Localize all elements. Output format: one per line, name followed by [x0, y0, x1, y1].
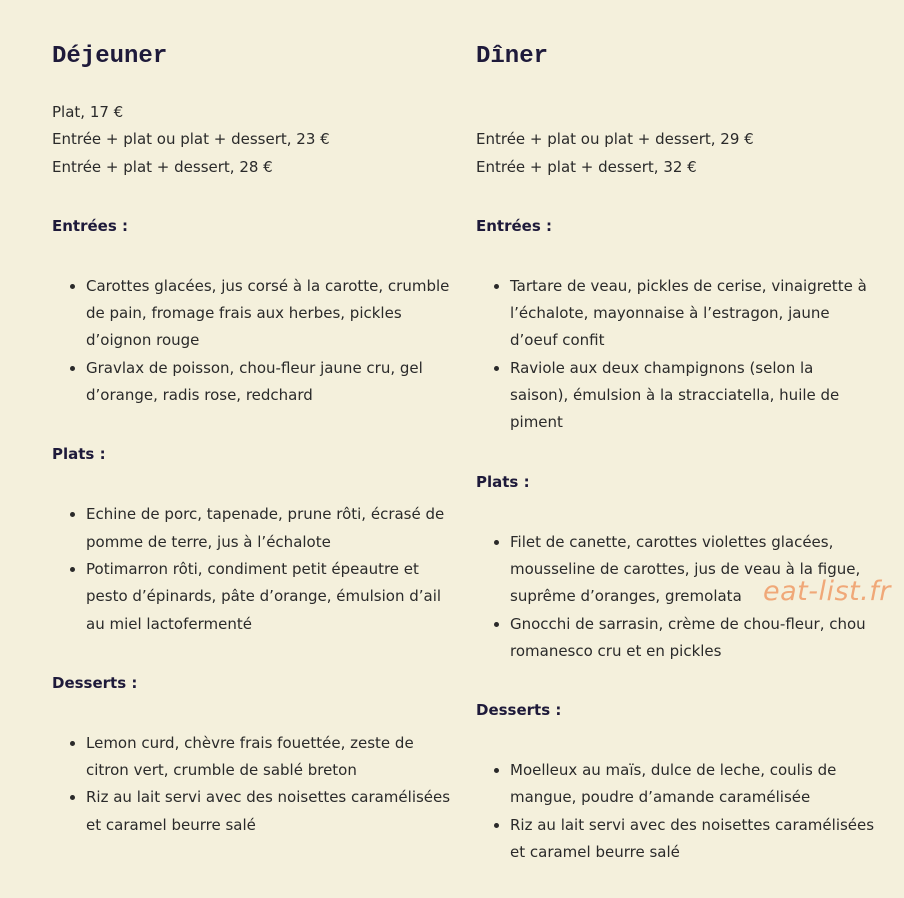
dinner-price-3: Entrée + plat + dessert, 32 € — [476, 157, 697, 176]
dinner-prices — [476, 99, 876, 181]
lunch-desserts-list — [52, 730, 452, 839]
list-item: • Gnocchi de sarrasin, crème de chou-fleur, chou romanesco cru et en pickles — [510, 611, 876, 666]
dinner-price-1 — [476, 99, 876, 126]
lunch-price-1: Plat, 17 € — [52, 103, 124, 121]
lunch-price-3: Entrée + plat + dessert, 28 € — [52, 157, 273, 176]
list-item: • Riz au lait servi avec des noisettes caramélisées et caramel beurre salé — [510, 812, 876, 867]
lunch-desserts-title: Desserts : — [52, 673, 138, 692]
dinner-mains-title: Plats : — [476, 472, 530, 491]
lunch-starters-title: Entrées : — [52, 216, 128, 235]
dinner-title: Dîner — [476, 43, 549, 70]
lunch-mains-title: Plats : — [52, 445, 106, 464]
list-item: • Tartare de veau, pickles de cerise, vinaigrette à l’échalote, mayonnaise à l’estragon, jaune d’oeuf confit — [510, 273, 876, 355]
watermark: eat-list.fr — [763, 576, 891, 607]
dinner-starters-list — [476, 273, 876, 437]
list-item: • Gravlax de poisson, chou-fleur jaune cru, gel d’orange, radis rose, redchard — [86, 355, 452, 410]
dinner-starters-title: Entrées : — [476, 216, 552, 235]
list-item: • Moelleux au maïs, dulce de leche, coulis de mangue, poudre d’amande caramélisée — [510, 757, 876, 812]
dinner-price-2: Entrée + plat ou plat + dessert, 29 € — [476, 130, 754, 149]
list-item: • Carottes glacées, jus corsé à la carotte, crumble de pain, fromage frais aux herbes, pickles d’oignon rouge — [86, 273, 452, 355]
list-item: • Filet de canette, carottes violettes glacées, mousseline de carottes, jus de veau à la figue, suprême d’oranges, gremolata — [510, 529, 876, 611]
lunch-title: Déjeuner — [52, 43, 168, 70]
lunch-prices — [52, 99, 452, 181]
dinner-column — [476, 42, 876, 866]
lunch-starters-list — [52, 273, 452, 409]
dinner-desserts-list — [476, 757, 876, 866]
list-item: • Echine de porc, tapenade, prune rôti, écrasé de pomme de terre, jus à l’échalote — [86, 501, 452, 556]
list-item: • Raviole aux deux champignons (selon la saison), émulsion à la stracciatella, huile de piment — [510, 355, 876, 437]
list-item: • Lemon curd, chèvre frais fouettée, zeste de citron vert, crumble de sablé breton — [86, 730, 452, 785]
list-item: • Potimarron rôti, condiment petit épeautre et pesto d’épinards, pâte d’orange, émulsion d’ail au miel lactofermenté — [86, 556, 452, 638]
lunch-price-2: Entrée + plat ou plat + dessert, 23 € — [52, 130, 330, 149]
lunch-mains-list — [52, 501, 452, 637]
lunch-column — [52, 42, 452, 839]
list-item: • Riz au lait servi avec des noisettes caramélisées et caramel beurre salé — [86, 784, 452, 839]
dinner-desserts-title: Desserts : — [476, 701, 562, 720]
